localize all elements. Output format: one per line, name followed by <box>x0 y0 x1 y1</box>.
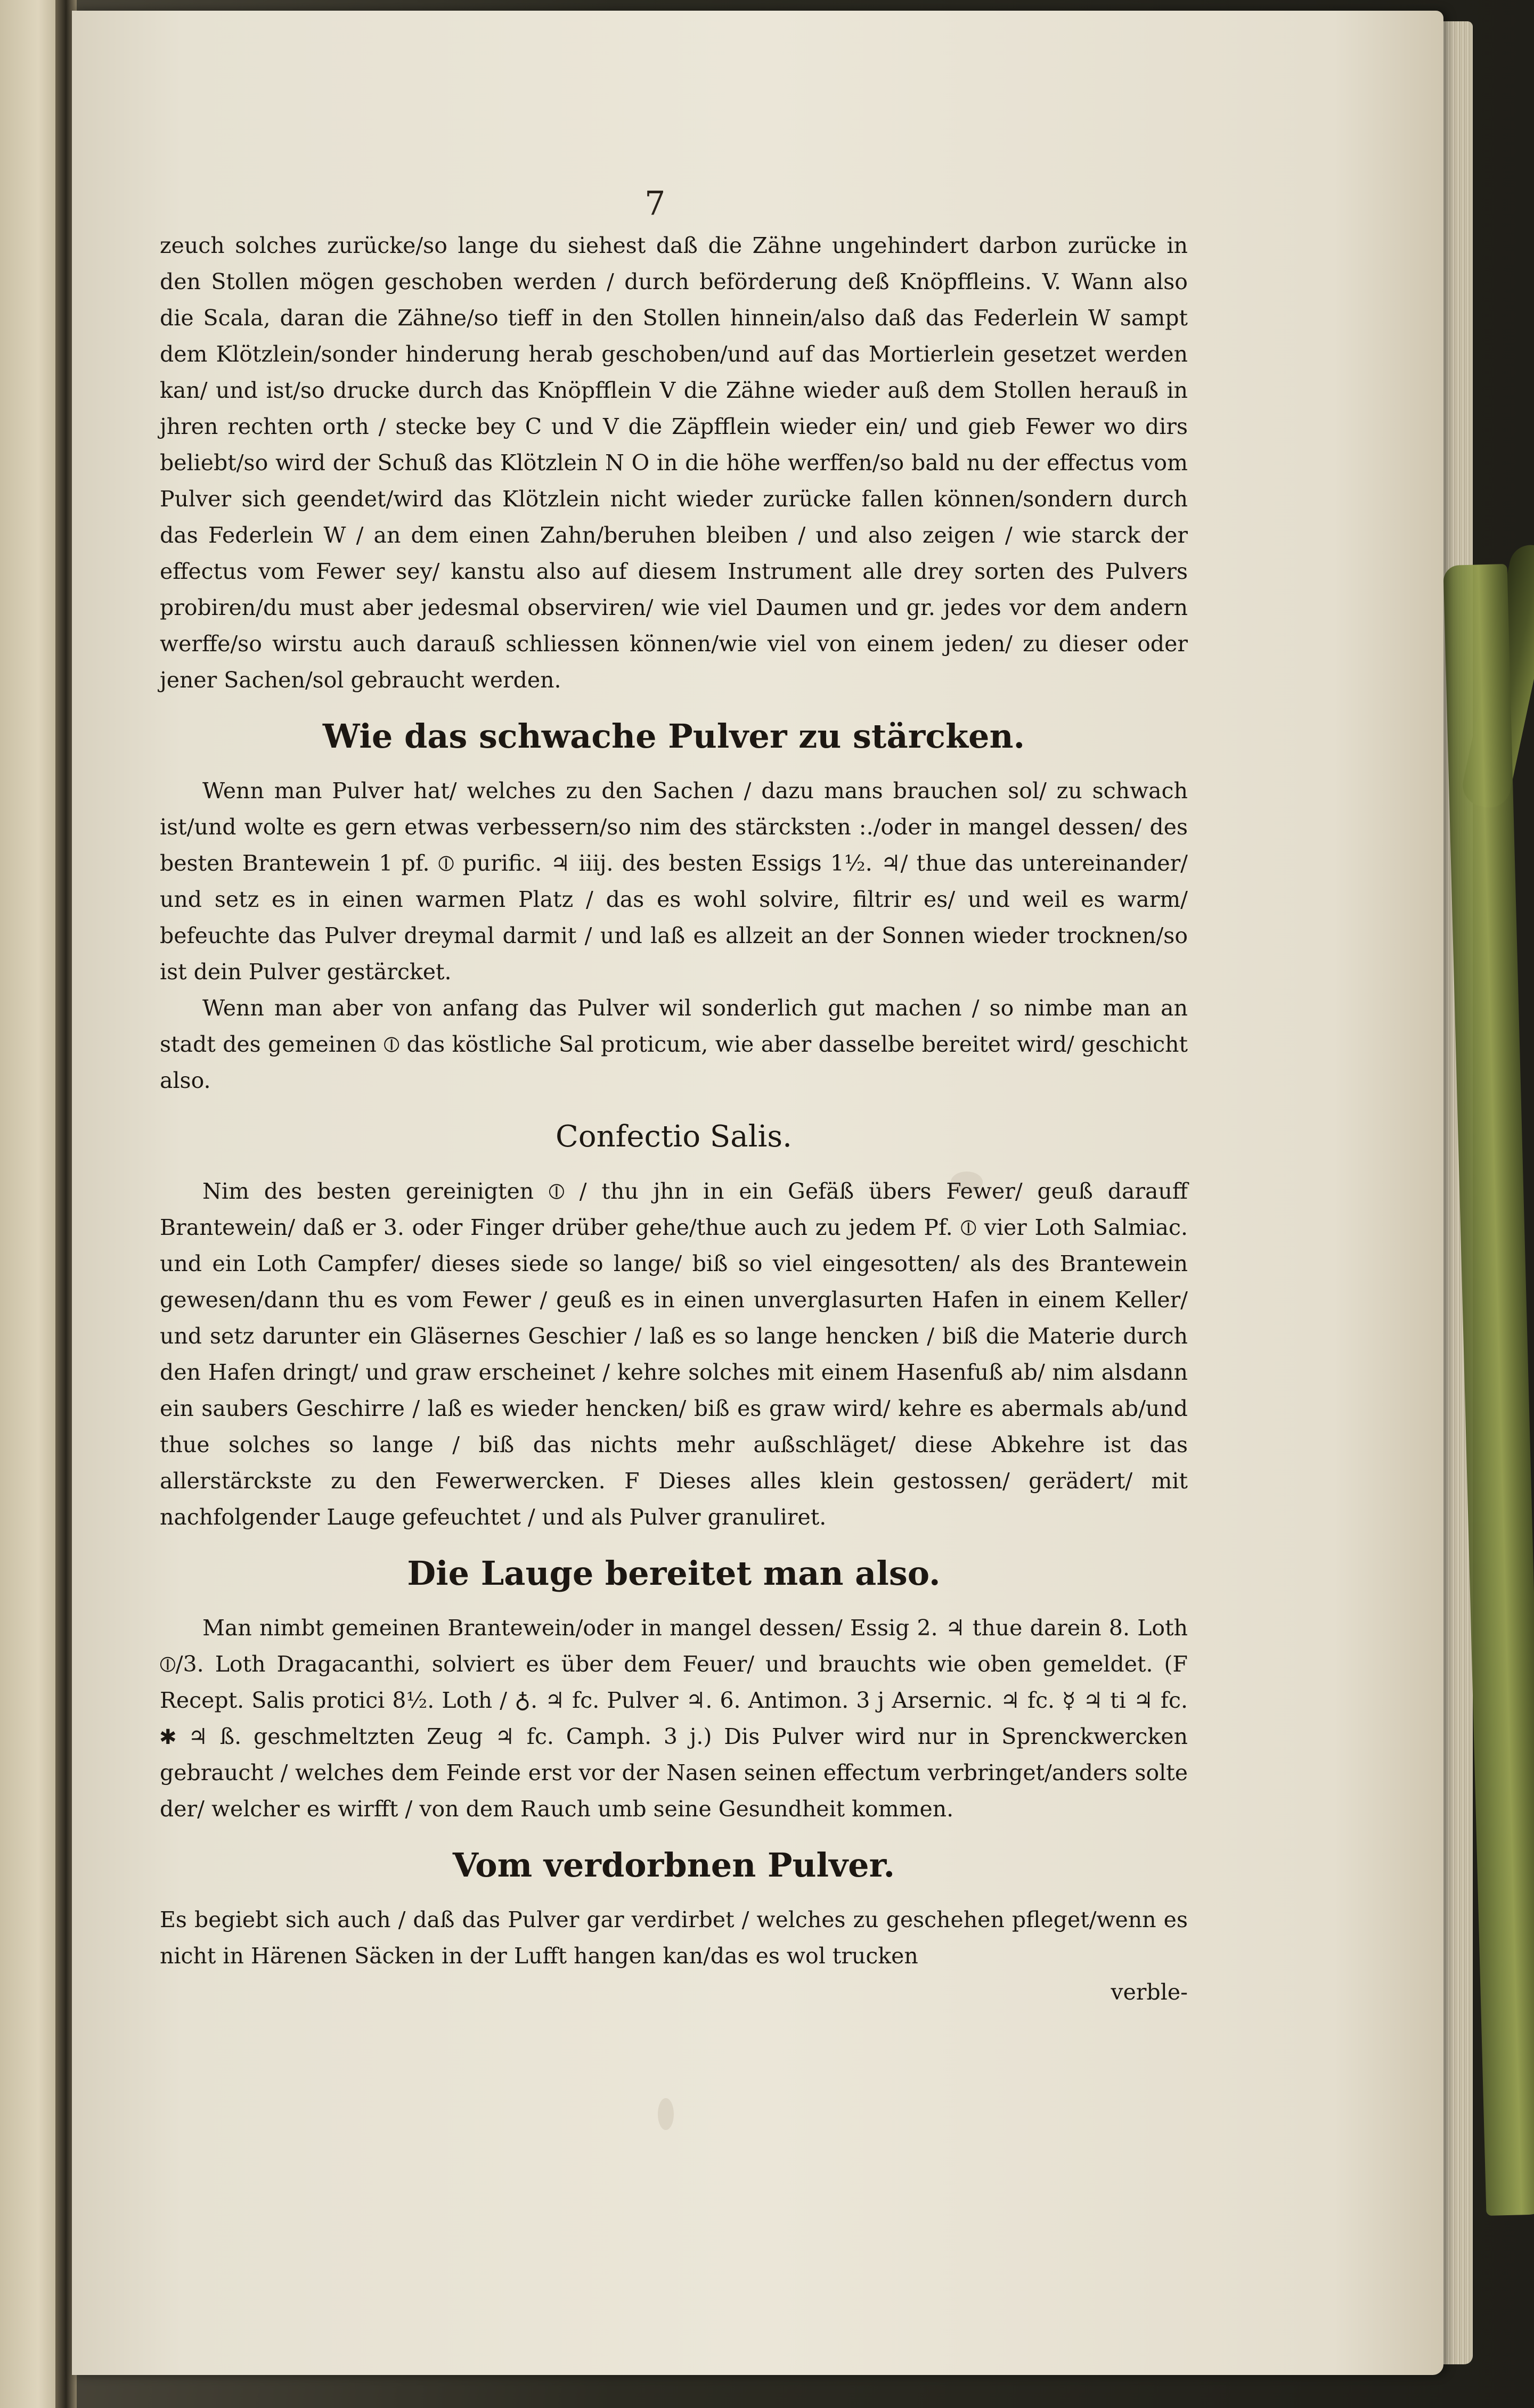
paragraph-instrument: zeuch solches zurücke/so lange du siehest daß die Zähne ungehindert darbon zurücke in den Stollen mögen geschoben werden / durch beförderung deß Knöpffleins. V. Wann also die Scala, daran die Zähne/so tieff in den Stollen hinnein/also daß das Federlein W sampt dem Klötzlein/sonder hinderung herab geschoben/und auf das Mortierlein gesetzet werden kan/ und ist/so drucke durch das Knöpfflein V die Zähne wieder auß dem Stollen herauß in jhren rechten orth / stecke bey C und V die Zäpfflein wieder ein/ und gieb Fewer wo dirs beliebt/so wird der Schuß das Klötzlein N O in die höhe werffen/so bald nu der effectus vom Pulver sich geendet/wird das Klötzlein nicht wieder zurücke fallen können/sondern durch das Federlein W / an dem einen Zahn/beruhen bleiben / und also zeigen / wie starck der effectus vom Fewer sey/ kanstu also auf diesem Instrument alle drey sorten des Pulvers probiren/du must aber jedesmal observiren/ wie viel Daumen und gr. jedes vor dem andern werffe/so wirstu auch darauß schliessen können/wie viel von einem jeden/ zu dieser oder jener Sachen/sol gebraucht werden. <box>160 233 1188 693</box>
heading-strengthen-powder: Wie das schwache Pulver zu stärcken. <box>322 717 1025 756</box>
page-text <box>160 184 1188 2010</box>
catchword: verble- <box>1111 1979 1188 2005</box>
paragraph-confectio-recipe: Nim des besten gereinigten ⦶ / thu jhn in ein Gefäß übers Fewer/ geuß darauff Brantewein/ daß er 3. oder Finger drüber gehe/thue auch zu jedem Pf. ⦶ vier Loth Salmiac. und ein Loth Campfer/ dieses siede so lange/ biß so viel eingesotten/ als des Brantewein gewesen/dann thu es vom Fewer / geuß es in einen unverglasurten Hafen in einem Keller/ und setz darunter ein Gläsernes Geschier / laß es so lange hencken / biß die Materie durch den Hafen dringt/ und graw erscheinet / kehre solches mit einem Hasenfuß ab/ nim alsdann ein saubers Geschirre / laß es wieder hencken/ biß es graw wird/ kehre es abermals ab/und thue solches so lange / biß das nichts mehr außschläget/ diese Abkehre ist das allerstärckste zu den Fewerwercken. F Dieses alles klein gestossen/ gerädert/ mit nachfolgender Lauge gefeuchtet / und als Pulver granuliret. <box>160 1178 1188 1530</box>
heading-lauge: Die Lauge bereitet man also. <box>407 1554 941 1593</box>
page-number: 7 <box>644 184 666 223</box>
paragraph-lauge-recipe: Man nimbt gemeinen Brantewein/oder in mangel dessen/ Essig 2. ♃ thue darein 8. Loth ⦶/3. Loth Dragacanthi, solviert es über dem Feuer/ und brauchts wie oben gemeldet. (F Recept. Salis protici 8½. Loth / ♁. ♃ fc. Pulver ♃. 6. Antimon. 3 j Arsernic. ♃ fc. ☿ ♃ ti ♃ fc. ✱ ♃ ß. geschmeltzten Zeug ♃ fc. Camph. 3 j.) Dis Pulver wird nur in Sprenckwercken gebraucht / welches dem Feinde erst vor der Nasen seinen effectum verbringet/anders solte der/ welcher es wirfft / von dem Rauch umb seine Gesundheit kommen. <box>160 1615 1188 1822</box>
heading-spoiled-powder: Vom verdorbnen Pulver. <box>452 1846 895 1885</box>
paragraph-spoiled-powder: Es begiebt sich auch / daß das Pulver gar verdirbet / welches zu geschehen pfleget/wenn es nicht in Härenen Säcken in der Lufft hangen kan/das es wol trucken <box>160 1907 1188 1969</box>
paragraph-strengthen-recipe: Wenn man Pulver hat/ welches zu den Sachen / dazu mans brauchen sol/ zu schwach ist/und wolte es gern etwas verbessern/so nim des stärcksten :./oder in mangel dessen/ des besten Brantewein 1 pf. ⦶ purific. ♃ iiij. des besten Essigs 1½. ♃/ thue das untereinander/ und setz es in einen warmen Platz / das es wohl solvire, filtrir es/ und weil es warm/ befeuchte das Pulver dreymal darmit / und laß es allzeit an der Sonnen wieder trocknen/so ist dein Pulver gestärcket. <box>160 778 1188 985</box>
paper-stain <box>658 2098 674 2130</box>
paragraph-sal-proticum: Wenn man aber von anfang das Pulver wil sonderlich gut machen / so nimbe man an stadt des gemeinen ⦶ das köstliche Sal proticum, wie aber dasselbe bereitet wird/ geschicht also. <box>160 995 1188 1093</box>
heading-confectio-salis: Confectio Salis. <box>556 1119 792 1154</box>
facing-page-edge <box>0 0 64 2408</box>
